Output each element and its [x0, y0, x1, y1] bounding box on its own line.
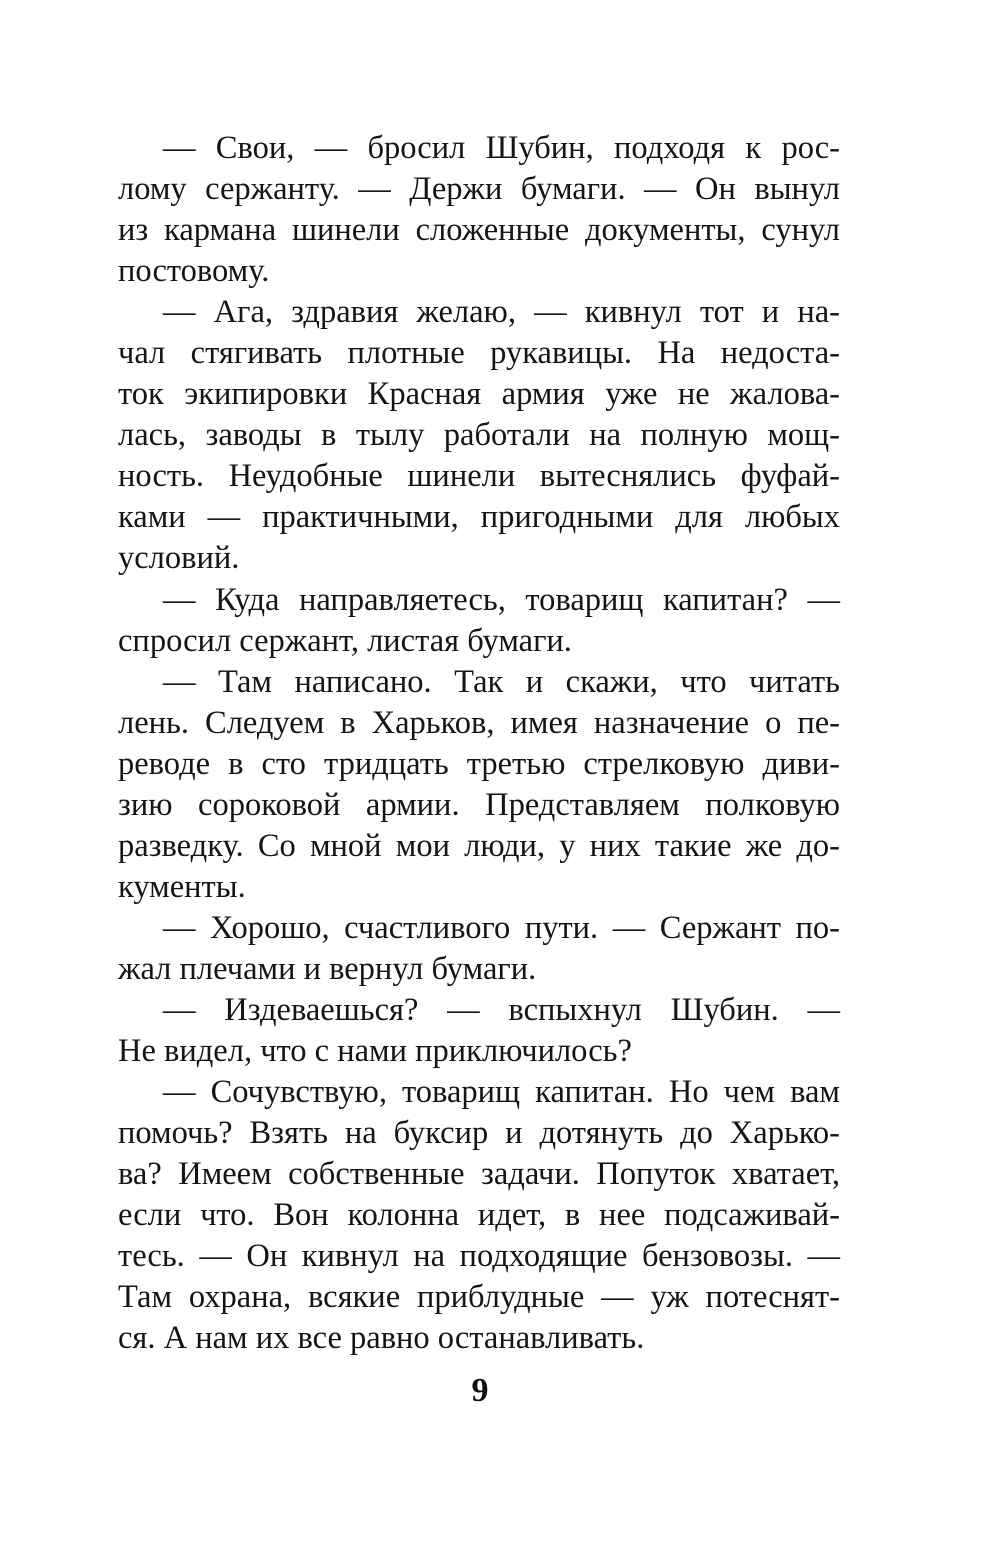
text-line: ность. Неудобные шинели вытеснялись фуфай- — [118, 458, 840, 495]
text-line: спросил сержант, листая бумаги. — [118, 622, 572, 659]
text-line: зию сороковой армии. Представляем полковую — [118, 786, 840, 823]
text-line: ва? Имеем собственные задачи. Попуток хватает, — [118, 1156, 840, 1193]
text-line: кументы. — [118, 868, 246, 905]
text-line: ками — практичными, пригодными для любых — [118, 499, 840, 536]
text-line: лась, заводы в тылу работали на полную мощ- — [118, 417, 840, 454]
text-line: из кармана шинели сложенные документы, сунул — [118, 212, 840, 249]
text-line: — Хорошо, счастливого пути. — Сержант по- — [163, 909, 840, 946]
text-line: тесь. — Он кивнул на подходящие бензовозы. — — [118, 1238, 840, 1275]
text-line: разведку. Со мной мои люди, у них такие же до- — [118, 827, 840, 864]
page-number: 9 — [471, 1372, 489, 1409]
text-line: — Там написано. Так и скажи, что читать — [163, 663, 840, 700]
text-line: — Издеваешься? — вспыхнул Шубин. — — [163, 991, 840, 1028]
book-page-text — [118, 128, 840, 1359]
text-line: помочь? Взять на буксир и дотянуть до Харько- — [118, 1115, 840, 1152]
text-line: реводе в сто тридцать третью стрелковую диви- — [118, 745, 840, 782]
text-line: если что. Вон колонна идет, в нее подсаживай- — [118, 1197, 840, 1234]
text-line: Не видел, что с нами приключилось? — [118, 1033, 632, 1070]
text-line: чал стягивать плотные рукавицы. На недоста- — [118, 335, 840, 372]
text-line: — Свои, — бросил Шубин, подходя к рос- — [163, 130, 840, 166]
text-line: — Куда направляетесь, товарищ капитан? — — [163, 581, 840, 618]
text-line: жал плечами и вернул бумаги. — [118, 950, 537, 987]
text-line: постовому. — [118, 253, 270, 290]
text-line: ся. А нам их все равно останавливать. — [118, 1320, 645, 1357]
text-line: ток экипировки Красная армия уже не жалова- — [118, 376, 840, 413]
text-line: лень. Следуем в Харьков, имея назначение о пе- — [118, 704, 840, 741]
text-line: — Сочувствую, товарищ капитан. Но чем вам — [163, 1074, 840, 1111]
text-line: лому сержанту. — Держи бумаги. — Он вынул — [118, 171, 840, 208]
text-line: — Ага, здравия желаю, — кивнул тот и на- — [163, 294, 840, 331]
text-line: Там охрана, всякие приблудные — уж потеснят- — [118, 1279, 840, 1316]
text-line: условий. — [118, 540, 240, 577]
